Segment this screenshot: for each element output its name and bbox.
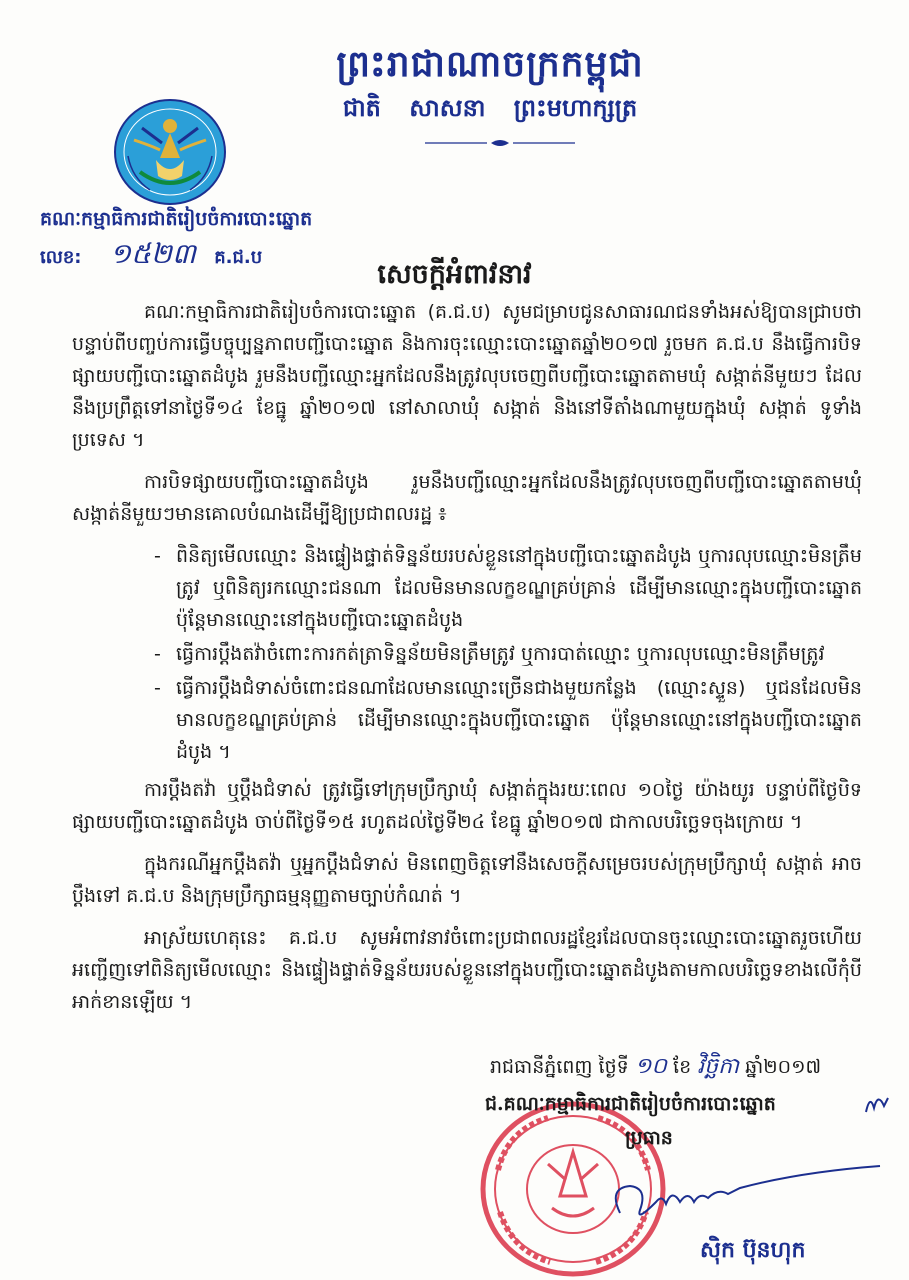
paragraph-appeal: ក្នុងករណីអ្នកប្តឹងតវ៉ា ឬអ្នកប្តឹងជំទាស់ មិនពេញចិត្តទៅនឹងសេចក្តីសម្រេចរបស់ក្រុមប្រឹក្សាឃុំ សង្កាត់ អាចប្តឹងទៅ គ.ជ.ប និងក្រុមប្រឹក្សាធម្មនុញ្ញតាមច្បាប់កំណត់ ។ [72, 853, 862, 907]
date-year: ឆ្នាំ២០១៧ [745, 1056, 822, 1078]
issue-date [490, 1052, 821, 1084]
date-month: វិច្ឆិកា [697, 1054, 740, 1079]
number-value: ១៥២៣ [109, 237, 196, 270]
handwritten-signature [600, 1158, 885, 1238]
paragraph-deadline: ការប្តឹងតវ៉ា ឬប្តឹងជំទាស់ ត្រូវធ្វើទៅក្រុមប្រឹក្សាឃុំ សង្កាត់ក្នុងរយៈពេល ១០ថ្ងៃ យ៉ាងយូរ បន្ទាប់ពីថ្ងៃបិទផ្សាយបញ្ជីបោះឆ្នោតដំបូង ចាប់ពីថ្ងៃទី១៥ រហូតដល់ថ្ងៃទី២៤ ខែធ្នូ ឆ្នាំ២០១៧ ជាកាលបរិច្ឆេទចុងក្រោយ ។ [72, 779, 862, 833]
purpose-list [154, 540, 862, 768]
date-day: ១០ [634, 1054, 667, 1079]
list-item: - ធ្វើការប្តឹងតវ៉ាចំពោះការកត់ត្រាទិន្នន័យមិនត្រឹមត្រូវ ឬការបាត់ឈ្មោះ ឬការលុបឈ្មោះមិនត្រឹមត្រូវ [154, 638, 862, 670]
paragraph-intro: គណៈកម្មាធិការជាតិរៀបចំការបោះឆ្នោត (គ.ជ.ប) សូមជម្រាបជូនសាធារណជនទាំងអស់ឱ្យបានជ្រាបថា បន្ទាប់ពីបញ្ចប់ការធ្វើបច្ចុប្បន្នភាពបញ្ជីបោះឆ្នោត និងការចុះឈ្មោះបោះឆ្នោតឆ្នាំ២០១៧ រួចមក គ.ជ.ប នឹងធ្វើការបិទផ្សាយបញ្ជីបោះឆ្នោតដំបូង រួមនឹងបញ្ជីឈ្មោះអ្នកដែលនឹងត្រូវលុបចេញពីបញ្ជីបោះឆ្នោតតាមឃុំ សង្កាត់នីមួយៗ ដែលនឹងប្រព្រឹត្តទៅនាថ្ងៃទី១៤ ខែធ្នូ ឆ្នាំ២០១៧ នៅសាលាឃុំ សង្កាត់ និងនៅទីតាំងណាមួយក្នុងឃុំ សង្កាត់ ទូទាំងប្រទេស ។ [72, 301, 862, 451]
number-suffix: គ.ជ.ប [214, 247, 263, 268]
paragraph-call: អាស្រ័យហេតុនេះ គ.ជ.ប សូមអំពាវនាវចំពោះប្រជាពលរដ្ឋខ្មែរដែលបានចុះឈ្មោះបោះឆ្នោតរួចហើយ អញ្ជើញទៅពិនិត្យមើលឈ្មោះ និងផ្ទៀងផ្ទាត់ទិន្នន័យរបស់ខ្លួននៅក្នុងបញ្ជីបោះឆ្នោតដំបូងតាមកាលបរិច្ឆេទខាងលើកុំបីអាក់ខានឡើយ ។ [72, 927, 862, 1013]
national-motto: ជាតិ សាសនា ព្រះមហាក្សត្រ [342, 93, 638, 122]
national-header [320, 40, 660, 128]
nec-emblem-logo [112, 98, 228, 206]
date-month-label: ខែ [673, 1056, 692, 1078]
kingdom-title: ព្រះរាជាណាចក្រកម្ពុជា [336, 43, 644, 85]
document-title: សេចក្តីអំពាវនាវ [377, 259, 532, 290]
list-item: - ពិនិត្យមើលឈ្មោះ និងផ្ទៀងផ្ទាត់ទិន្នន័យរបស់ខ្លួននៅក្នុងបញ្ជីបោះឆ្នោតដំបូង ឬការលុបឈ្មោះមិនត្រឹមត្រូវ ឬពិនិត្យរកឈ្មោះជនណា ដែលមិនមានលក្ខខណ្ឌគ្រប់គ្រាន់ ដើម្បីមានឈ្មោះក្នុងបញ្ជីបោះឆ្នោត ប៉ុន្តែមានឈ្មោះនៅក្នុងបញ្ជីបោះឆ្នោតដំបូង [154, 540, 862, 636]
divider-ornament [425, 138, 575, 148]
signer-name: ស៊ិក ប៊ុនហុក [700, 1237, 806, 1263]
document-body [72, 296, 862, 1028]
date-prefix: រាជធានីភ្នំពេញ ថ្ងៃទី [490, 1056, 629, 1078]
handwritten-initial [862, 1088, 892, 1118]
issuer-org-name: គណៈកម្មាធិការជាតិរៀបចំការបោះឆ្នោត [40, 208, 313, 230]
number-label: លេខ: [40, 247, 82, 268]
signatory-role: ប្រធាន [625, 1127, 673, 1149]
paragraph-purpose: ការបិទផ្សាយបញ្ជីបោះឆ្នោតដំបូង រួមនឹងបញ្ជីឈ្មោះអ្នកដែលនឹងត្រូវលុបចេញពីបញ្ជីបោះឆ្នោតតាមឃុំ សង្កាត់នីមួយៗមានគោលបំណងដើម្បីឱ្យប្រជាពលរដ្ឋ ៖ [72, 471, 862, 525]
list-item: - ធ្វើការប្តឹងជំទាស់ចំពោះជនណាដែលមានឈ្មោះច្រើនជាងមួយកន្លែង (ឈ្មោះស្ទួន) ឬជនដែលមិនមានលក្ខខណ្ឌគ្រប់គ្រាន់ ដើម្បីមានឈ្មោះក្នុងបញ្ជីបោះឆ្នោត ប៉ុន្តែមានឈ្មោះនៅក្នុងបញ្ជីបោះឆ្នោតដំបូង ។ [154, 672, 862, 768]
signatory-org: ជ.គណៈកម្មាធិការជាតិរៀបចំការបោះឆ្នោត [485, 1093, 776, 1115]
